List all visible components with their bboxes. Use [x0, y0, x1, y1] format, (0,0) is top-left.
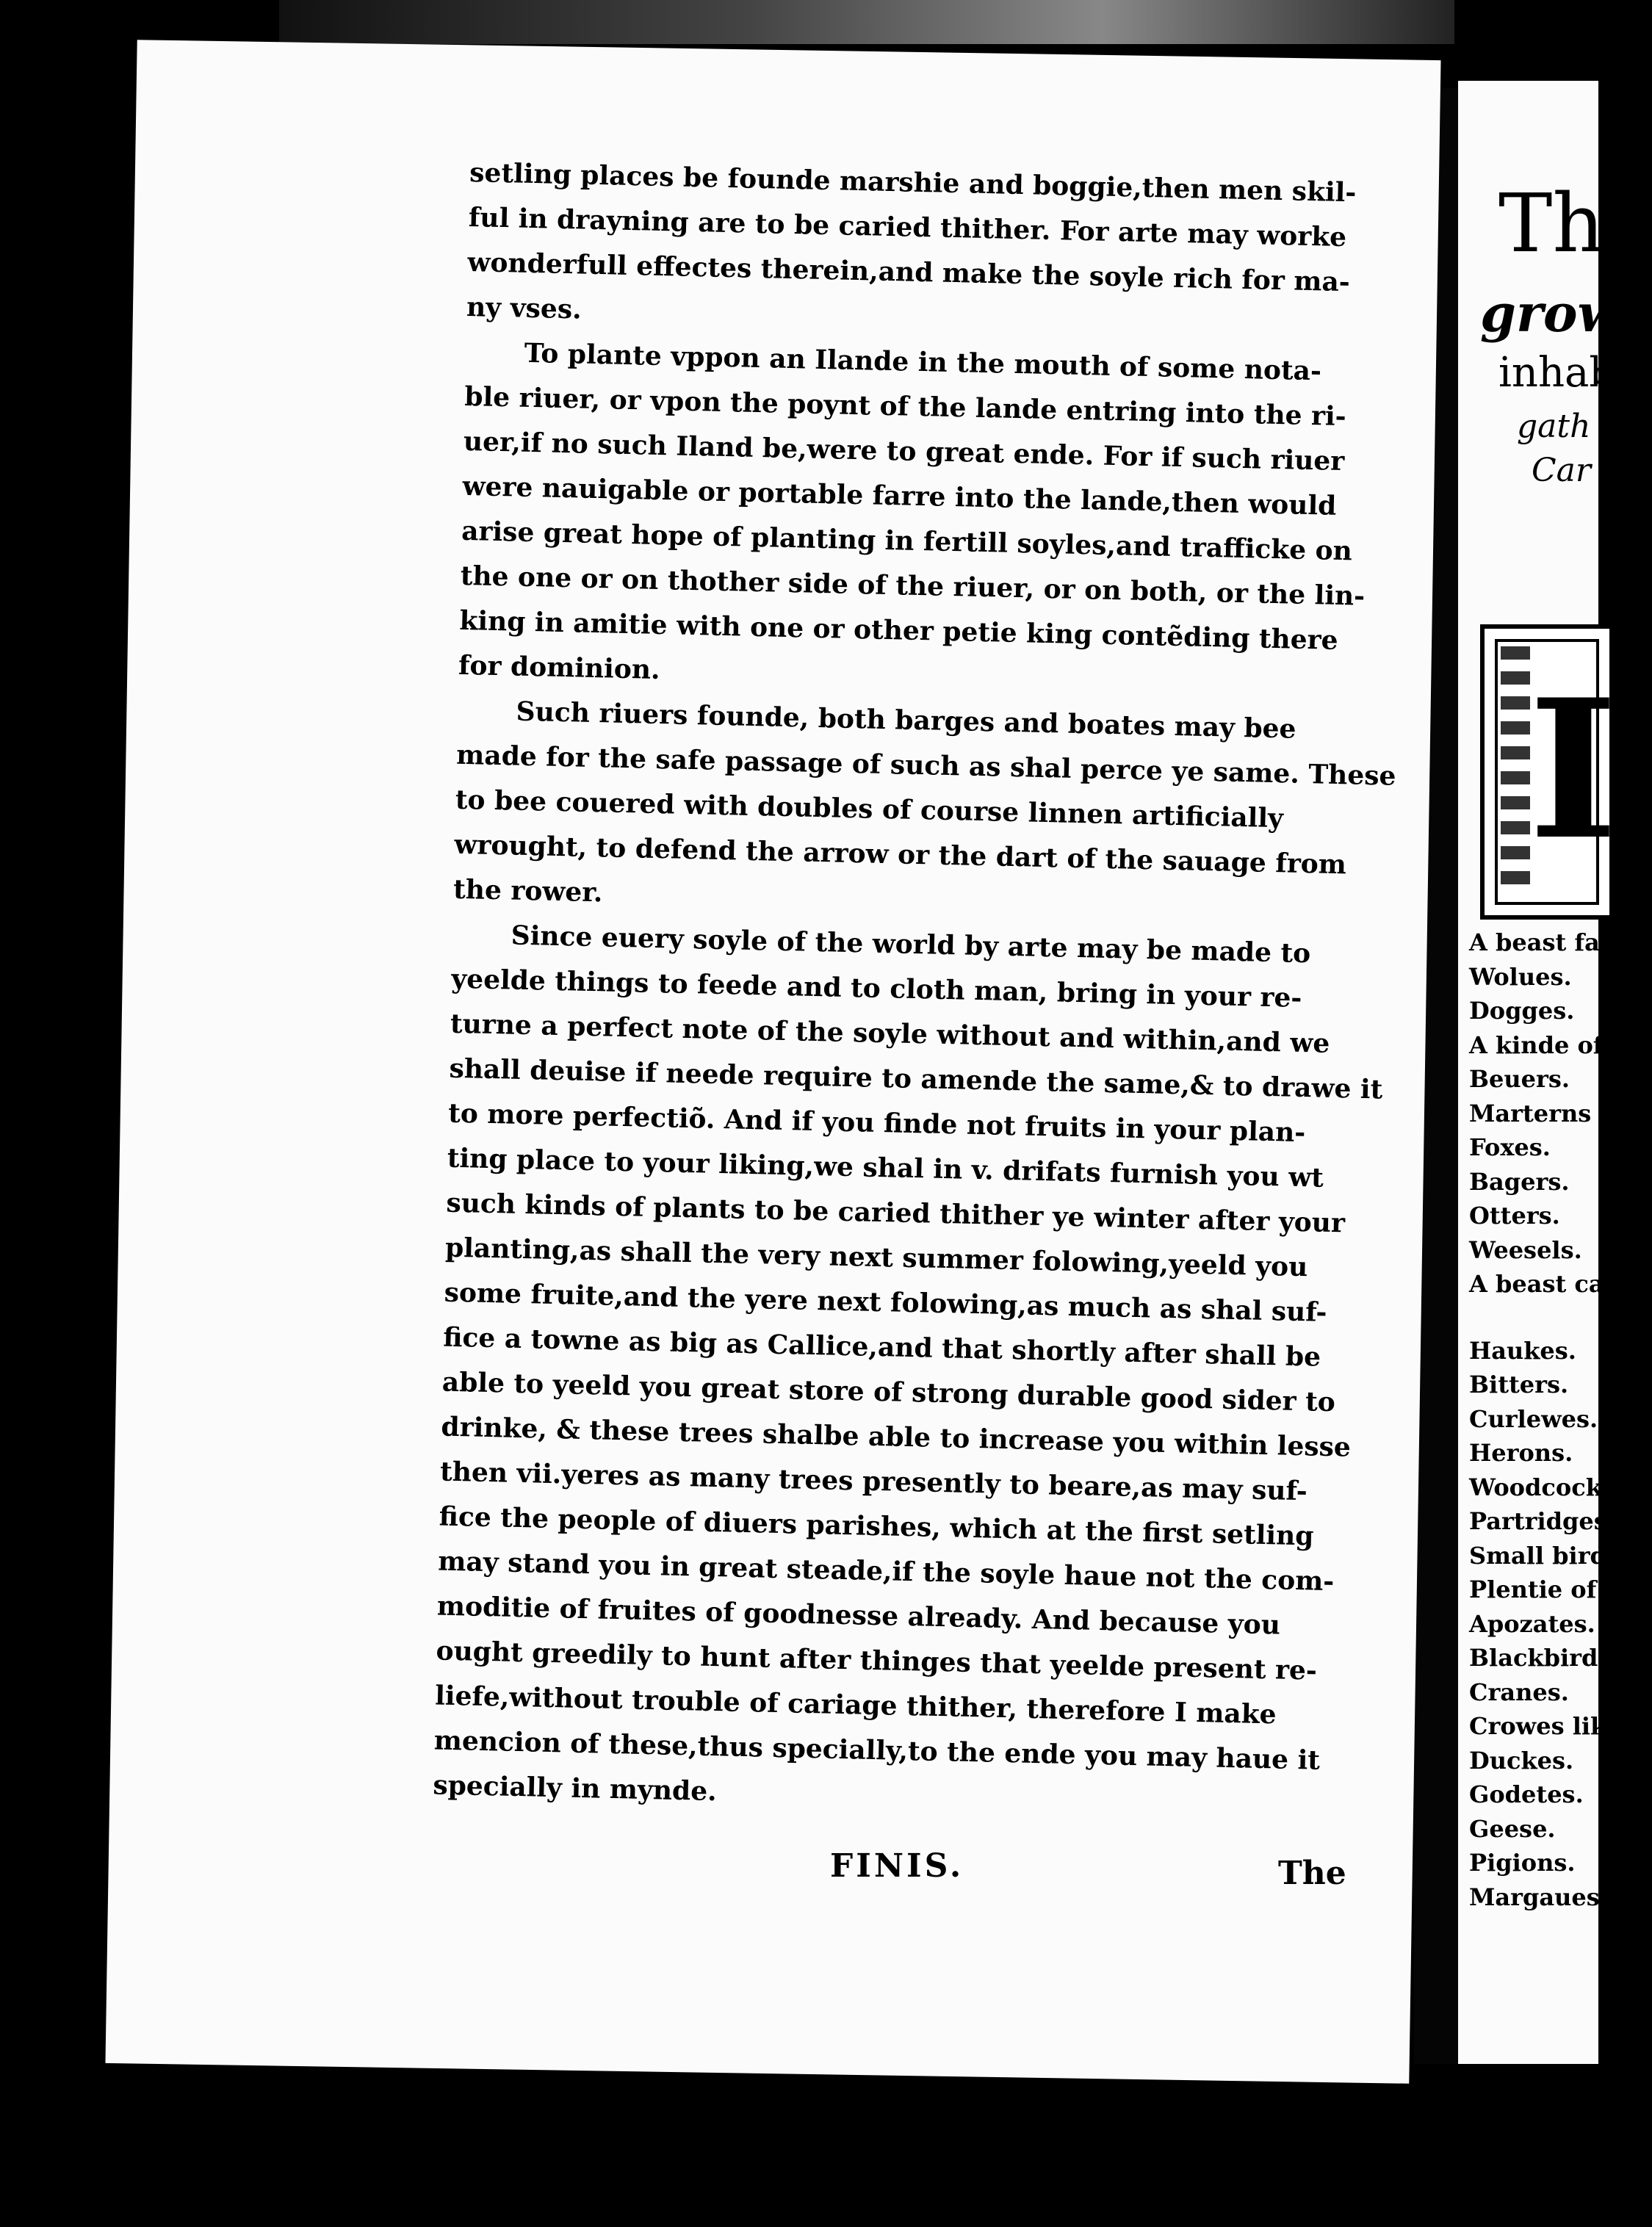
text-line: ting place to your liking,we shal in v. drifats furnish you wt — [447, 1142, 1324, 1194]
right-page-subtitle-2: inhab — [1498, 349, 1616, 397]
right-page-list — [1469, 925, 1626, 1914]
paragraph — [458, 330, 1366, 709]
text-line: Such riuers founde, both barges and boates may bee — [516, 696, 1296, 745]
list-item: Curlewes. — [1469, 1404, 1598, 1433]
text-line: arise great hope of planting in fertill soyles,and trafficke on — [461, 515, 1353, 567]
list-item: Dogges. — [1469, 997, 1575, 1025]
list-item: A kinde of — [1469, 1031, 1604, 1059]
decorated-initial — [1480, 624, 1618, 920]
left-page-text — [431, 151, 1396, 1889]
text-line: to bee couered with doubles of course linnen artificially — [455, 784, 1284, 834]
text-line: uer,if no such Iland be,were to great ende. For if such riuer — [463, 425, 1345, 477]
paragraph — [433, 912, 1383, 1828]
list-item: Cranes. — [1469, 1678, 1569, 1706]
list-item: Foxes. — [1469, 1133, 1551, 1161]
text-line: wonderfull effectes therein,and make the soyle rich for ma- — [467, 246, 1351, 298]
list-item: Margaues. — [1469, 1883, 1608, 1911]
scan-edge — [279, 0, 1454, 44]
finis-mark: FINIS. — [830, 1847, 964, 1885]
text-line: fice the people of diuers parishes, which at the first setling — [439, 1501, 1314, 1552]
text-line: for dominion. — [458, 649, 661, 686]
list-item: A beast call — [1469, 1270, 1622, 1298]
text-line: ought greedily to hunt after thinges that yeelde present re- — [436, 1635, 1318, 1686]
text-line: Since euery soyle of the world by arte may be made to — [511, 920, 1311, 970]
list-item: Beuers. — [1469, 1065, 1570, 1093]
list-item: Weesels. — [1469, 1235, 1582, 1264]
text-line: ny vses. — [466, 291, 582, 325]
list-item: Bagers. — [1469, 1167, 1570, 1196]
text-line: king in amitie with one or other petie king contẽding there — [459, 604, 1338, 656]
text-line: turne a perfect note of the soyle without and within,and we — [450, 1008, 1330, 1059]
list-item: Apozates. — [1469, 1609, 1595, 1638]
list-item: Otters. — [1469, 1202, 1560, 1230]
right-page-subtitle-4: Car — [1532, 452, 1591, 489]
list-item: Pigions. — [1469, 1849, 1576, 1877]
text-line: moditie of fruites of goodnesse already. And because you — [436, 1590, 1281, 1641]
catchword: The — [1278, 1855, 1346, 1892]
right-page-subtitle-3: gath — [1517, 408, 1591, 445]
list-item: Haukes. — [1469, 1336, 1576, 1365]
list-item: Duckes. — [1469, 1746, 1574, 1775]
text-line: then vii.yeres as many trees presently to beare,as may suf- — [439, 1456, 1308, 1507]
paragraph — [452, 688, 1396, 933]
list-item: Wolues. — [1469, 962, 1572, 991]
text-line: yeelde things to feede and to cloth man, bring in your re- — [450, 963, 1302, 1014]
right-page-title: The — [1498, 176, 1652, 270]
text-line: such kinds of plants to be caried thither ye winter after your — [446, 1187, 1346, 1239]
text-line: liefe,without trouble of cariage thither, therefore I make — [434, 1680, 1277, 1730]
text-line: made for the safe passage of such as shal perce ye same. These — [455, 739, 1396, 792]
text-line: the rower. — [452, 873, 603, 909]
text-line: drinke, & these trees shalbe able to increase you within lesse — [441, 1411, 1352, 1463]
text-line: fice a towne as big as Callice,and that shortly after shall be — [442, 1321, 1321, 1373]
text-line: some fruite,and the yere next folowing,as much as shal suf- — [444, 1277, 1327, 1328]
list-item: Marterns — [1469, 1099, 1592, 1127]
list-item: Woodcocke — [1469, 1473, 1617, 1501]
text-line: ful in drayning are to be caried thither. For arte may worke — [468, 201, 1347, 253]
initial-letter: I — [1529, 658, 1618, 882]
list-item: Blackbirdes — [1469, 1644, 1626, 1672]
text-line: were nauigable or portable farre into the lande,then would — [462, 470, 1337, 521]
text-line: may stand you in great steade,if the soyle haue not the com- — [437, 1545, 1335, 1598]
text-line: setling places be founde marshie and boggie,then men skil- — [469, 156, 1357, 209]
list-item: Small bird — [1469, 1541, 1606, 1570]
text-line: ble riuer, or vpon the poynt of the lande entring into the ri- — [464, 380, 1347, 433]
list-item: Geese. — [1469, 1814, 1556, 1843]
list-item: Herons. — [1469, 1439, 1573, 1467]
text-line: wrought, to defend the arrow or the dart of the sauage from — [454, 829, 1347, 881]
paragraph — [466, 151, 1366, 350]
list-item: Partridges — [1469, 1507, 1607, 1535]
right-page-subtitle-1: grow — [1480, 283, 1622, 344]
text-line: specially in mynde. — [433, 1769, 718, 1808]
list-item: Godetes. — [1469, 1780, 1584, 1808]
text-line: to more perfectiõ. And if you finde not fruits in your plan- — [447, 1097, 1306, 1149]
text-line: To plante vppon an Ilande in the mouth of some nota- — [524, 337, 1322, 387]
text-line: mencion of these,thus specially,to the ende you may haue it — [433, 1725, 1321, 1776]
text-line: the one or on thother side of the riuer, or on both, or the lin- — [460, 560, 1366, 612]
list-item: Plentie of f — [1469, 1575, 1615, 1603]
list-item: A beast fa — [1469, 928, 1600, 956]
list-spacer — [1469, 1302, 1626, 1334]
text-line: planting,as shall the very next summer folowing,yeeld you — [444, 1232, 1308, 1283]
text-line: shall deuise if neede require to amende the same,& to drawe it — [449, 1053, 1383, 1105]
vine-ornament — [1501, 646, 1530, 896]
list-item: Crowes lik — [1469, 1712, 1607, 1740]
text-line: able to yeeld you great store of strong durable good sider to — [441, 1366, 1336, 1418]
list-item: Bitters. — [1469, 1371, 1569, 1398]
